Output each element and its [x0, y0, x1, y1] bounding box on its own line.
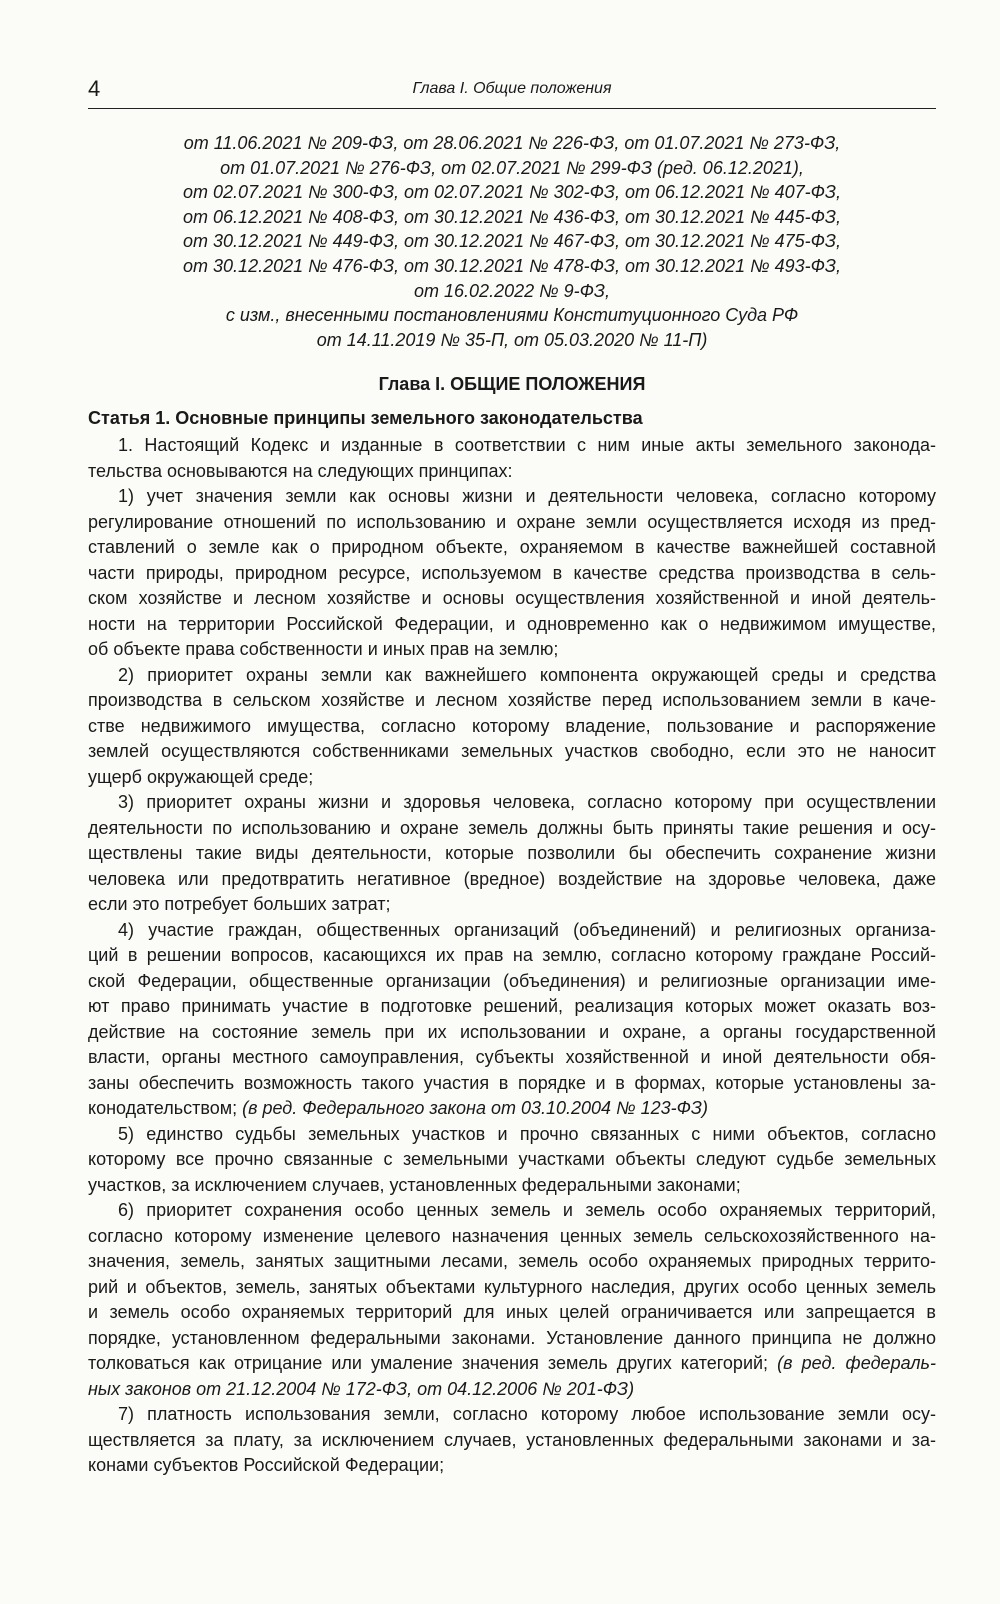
paragraph: [88, 790, 936, 918]
text-line: [88, 816, 936, 842]
line-text: 2) приоритет охраны земли как важнейшего компонента окружающей среды и средства: [118, 664, 936, 685]
preamble-line: от 14.11.2019 № 35-П, от 05.03.2020 № 11-П): [316, 329, 708, 350]
line-text: ют право принимать участие в подготовке решений, реализация которых может оказать воз-: [88, 996, 936, 1016]
text-line: [88, 1096, 936, 1122]
text-line: [88, 1173, 936, 1199]
paragraph: [88, 433, 936, 484]
preamble-line: от 11.06.2021 № 209-ФЗ, от 28.06.2021 № 226-ФЗ, от 01.07.2021 № 273-ФЗ,: [183, 133, 841, 153]
line-text: ставлений о земле как о природном объекте, охраняемом в качестве важнейшей составной: [88, 537, 936, 557]
line-text: ществлены такие виды деятельности, которые позволили бы обеспечить сохранение жизни: [88, 843, 936, 863]
text-line: [88, 1147, 936, 1173]
line-text: об объекте права собственности и иных прав на землю;: [88, 639, 559, 659]
paragraph: [88, 1402, 936, 1479]
text-line: [88, 1020, 936, 1046]
line-text: деятельности по использованию и охране земель должны быть приняты такие решения и осу-: [88, 817, 936, 838]
line-text: заны обеспечить возможность такого участия в порядке и в формах, которые установлены за-: [88, 1072, 936, 1093]
line-text: человека или предотвратить негативное (вредное) воздействие на здоровье человека, даже: [88, 868, 936, 889]
text-line: [88, 1402, 936, 1428]
paragraph: [88, 1198, 936, 1402]
text-line: [88, 1453, 936, 1479]
line-text: стве недвижимого имущества, согласно которому владение, пользование и распоряжение: [88, 715, 936, 736]
paragraph: [88, 663, 936, 791]
text-line: [88, 535, 936, 561]
line-text: рий и объектов, земель, занятых объектами культурного наследия, других особо ценных земель: [88, 1276, 936, 1297]
text-line: [88, 867, 936, 893]
text-line: [88, 1377, 936, 1403]
text-line: [88, 561, 936, 587]
text-line: [88, 1351, 936, 1377]
text-line: [88, 1275, 936, 1301]
text-line: [88, 969, 936, 995]
preamble-line: с изм., внесенными постановлениями Конституционного Суда РФ: [225, 305, 799, 326]
line-text: которому все прочно связанные с земельными участками объекты следуют судьбе земельных: [88, 1149, 936, 1169]
text-line: [88, 510, 936, 536]
amendment-note: (в ред. федераль-: [777, 1353, 936, 1373]
header-rule: [88, 108, 936, 109]
line-text: согласно которому изменение целевого назначения ценных земель сельскохозяйственного на-: [88, 1225, 936, 1246]
line-text: порядке, установленном федеральными законами. Установление данного принципа не должно: [88, 1327, 936, 1348]
text-line: [88, 841, 936, 867]
text-line: [88, 484, 936, 510]
line-text: ущерб окружающей среде;: [88, 766, 314, 787]
line-text: регулирование отношений по использованию и охране земли осуществляется исходя из пред-: [88, 511, 936, 532]
line-text: 1) учет значения земли как основы жизни и деятельности человека, согласно которому: [118, 486, 936, 506]
article-title: Статья 1. Основные принципы земельного законодательства: [88, 408, 643, 428]
line-text: землей осуществляются собственниками земельных участков свободно, если это не наносит: [88, 741, 936, 761]
text-line: [88, 1071, 936, 1097]
line-text: ской Федерации, общественные организации (объединения) и религиозные организации име-: [88, 970, 936, 991]
text-line: [88, 892, 936, 918]
paragraph: [88, 1122, 936, 1199]
text-line: [88, 688, 936, 714]
text-line: [88, 790, 936, 816]
text-line: [88, 1122, 936, 1148]
text-line: [88, 994, 936, 1020]
line-text: конами субъектов Российской Федерации;: [88, 1455, 445, 1475]
text-line: [88, 918, 936, 944]
line-text: конодательством;: [88, 1098, 243, 1118]
line-text: и земель особо охраняемых территорий для иных целей ограничивается или запрещается в: [88, 1302, 936, 1322]
paragraph: [88, 484, 936, 663]
line-text: 5) единство судьбы земельных участков и прочно связанных с ними объектов, согласно: [118, 1123, 936, 1144]
amendment-note: (в ред. Федерального закона от 03.10.2004 № 123-ФЗ): [242, 1098, 708, 1118]
text-line: [88, 1428, 936, 1454]
text-line: [88, 612, 936, 638]
line-text: если это потребует больших затрат;: [88, 894, 391, 914]
text-line: [88, 765, 936, 791]
line-text: 4) участие граждан, общественных организаций (объединений) и религиозных организа-: [118, 919, 936, 940]
line-text: 1. Настоящий Кодекс и изданные в соответствии с ним иные акты земельного законода-: [118, 435, 936, 455]
line-text: производства в сельском хозяйстве и лесном хозяйстве перед использованием земли в каче-: [88, 690, 936, 710]
text-line: [88, 433, 936, 459]
amendments-preamble: [88, 131, 936, 352]
preamble-line: от 30.12.2021 № 449-ФЗ, от 30.12.2021 № 467-ФЗ, от 30.12.2021 № 475-ФЗ,: [183, 231, 841, 252]
line-text: участков, за исключением случаев, установленных федеральными законами;: [88, 1174, 741, 1195]
line-text: ществляется за плату, за исключением случаев, установленных федеральными законами и за-: [88, 1429, 936, 1450]
preamble-line: от 30.12.2021 № 476-ФЗ, от 30.12.2021 № 478-ФЗ, от 30.12.2021 № 493-ФЗ,: [183, 255, 841, 276]
text-line: [88, 943, 936, 969]
line-text: 6) приоритет сохранения особо ценных земель и земель особо охраняемых территорий,: [118, 1200, 936, 1220]
amendment-note: ных законов от 21.12.2004 № 172-ФЗ, от 04.12.2006 № 201-ФЗ): [88, 1378, 635, 1399]
article-body: [88, 433, 936, 1479]
line-text: действие на состояние земель при их использовании и охране, а органы государственной: [88, 1021, 936, 1042]
preamble-line: от 06.12.2021 № 408-ФЗ, от 30.12.2021 № 436-ФЗ, от 30.12.2021 № 445-ФЗ,: [183, 206, 841, 227]
text-line: [88, 1045, 936, 1071]
text-line: [88, 1249, 936, 1275]
paragraph: [88, 918, 936, 1122]
page-number: 4: [88, 76, 101, 101]
text-line: [88, 714, 936, 740]
running-title: Глава I. Общие положения: [412, 80, 612, 97]
running-header: [88, 76, 936, 106]
text-line: [88, 739, 936, 765]
preamble-line: от 01.07.2021 № 276-ФЗ, от 02.07.2021 № 299-ФЗ (ред. 06.12.2021),: [220, 157, 804, 178]
line-text: ности на территории Российской Федерации, и одновременно как о недвижимом имуществе,: [88, 613, 936, 634]
line-text: ций в решении вопросов, касающихся их прав на землю, согласно которому граждане Россий-: [88, 945, 936, 965]
line-text: тельства основываются на следующих принципах:: [88, 460, 513, 481]
text-line: [88, 1326, 936, 1352]
text-line: [88, 637, 936, 663]
preamble-line: от 16.02.2022 № 9-ФЗ,: [414, 280, 610, 301]
line-text: 7) платность использования земли, согласно которому любое использование земли осу-: [118, 1404, 936, 1424]
chapter-title: Глава I. ОБЩИЕ ПОЛОЖЕНИЯ: [378, 374, 646, 394]
text-line: [88, 1300, 936, 1326]
line-text: толковаться как отрицание или умаление значения земель других категорий;: [88, 1353, 778, 1373]
text-line: [88, 459, 936, 485]
line-text: значения, земель, занятых защитными лесами, земель особо охраняемых природных террито-: [88, 1251, 936, 1271]
text-line: [88, 586, 936, 612]
line-text: 3) приоритет охраны жизни и здоровья человека, согласно которому при осуществлении: [118, 792, 936, 812]
text-line: [88, 1198, 936, 1224]
line-text: ском хозяйстве и лесном хозяйстве и основы осуществления хозяйственной и иной деятель-: [88, 588, 936, 608]
text-line: [88, 663, 936, 689]
preamble-line: от 02.07.2021 № 300-ФЗ, от 02.07.2021 № 302-ФЗ, от 06.12.2021 № 407-ФЗ,: [183, 182, 841, 203]
line-text: власти, органы местного самоуправления, субъекты хозяйственной и иной деятельности обя-: [88, 1047, 936, 1067]
text-line: [88, 1224, 936, 1250]
line-text: части природы, природном ресурсе, используемом в качестве средства производства в сель-: [88, 562, 936, 583]
